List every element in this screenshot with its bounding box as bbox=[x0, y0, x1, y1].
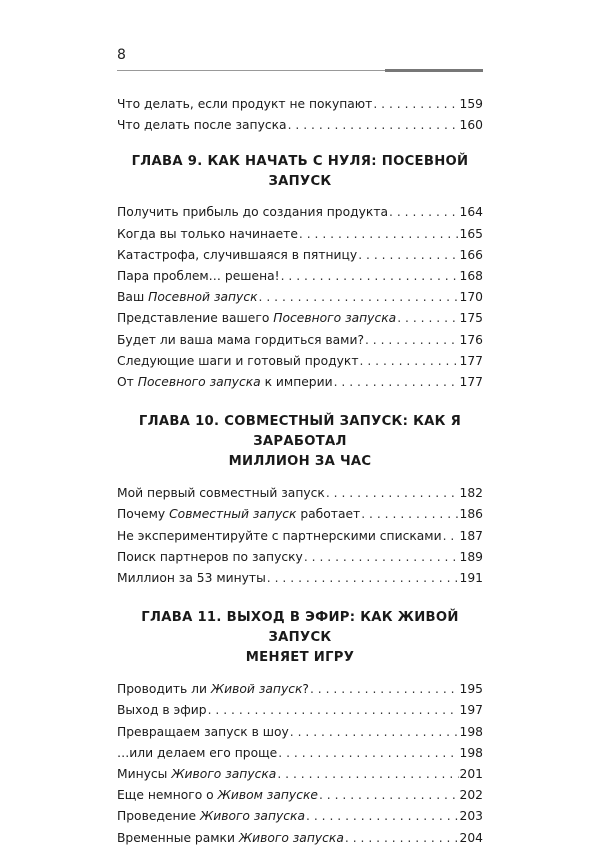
toc-entry-title bbox=[117, 743, 277, 764]
toc-entry bbox=[117, 764, 483, 785]
toc-entry bbox=[117, 568, 483, 589]
dot-leader bbox=[345, 828, 459, 849]
toc-entry-title bbox=[117, 266, 280, 287]
toc-entry-title-text: к империи bbox=[260, 375, 333, 390]
toc-entry bbox=[117, 679, 483, 700]
dot-leader bbox=[326, 483, 459, 504]
toc-entry bbox=[117, 202, 483, 223]
toc-entry-page: 177 bbox=[459, 353, 483, 368]
toc-entry-title-text: От bbox=[117, 375, 138, 390]
toc-entry-title-text: Почему bbox=[117, 507, 170, 522]
toc-entry-page: 159 bbox=[459, 97, 483, 111]
dot-leader bbox=[306, 806, 459, 827]
toc-entry-title-text: Проводить ли bbox=[117, 682, 211, 697]
toc-entry-title-italic: Совместный запуск bbox=[169, 507, 297, 522]
toc-entry-title bbox=[117, 722, 289, 743]
toc-entry bbox=[117, 743, 483, 764]
toc-entry bbox=[117, 94, 483, 115]
toc-entry-page: 182 bbox=[459, 486, 483, 501]
toc-entry-title-text: …или делаем его проще bbox=[117, 745, 278, 760]
toc-entry-title-italic: Живого запуска bbox=[171, 767, 277, 782]
toc-entry-title-text: Мой первый совместный запуск bbox=[117, 486, 325, 501]
toc-entry-title bbox=[117, 785, 318, 806]
toc-entry bbox=[117, 785, 483, 806]
toc-entry-page: 170 bbox=[459, 290, 483, 305]
toc-entry-page: 204 bbox=[459, 830, 483, 845]
dot-leader bbox=[267, 568, 459, 589]
toc-entry-title bbox=[117, 224, 298, 245]
toc-entry-page: 191 bbox=[459, 571, 483, 586]
toc-entry-title-italic: Живом запуске bbox=[217, 788, 318, 803]
dot-leader bbox=[290, 722, 459, 743]
dot-leader bbox=[358, 245, 458, 266]
toc-entry bbox=[117, 372, 483, 393]
toc-entry-title bbox=[117, 308, 396, 329]
toc-entry-title bbox=[117, 245, 357, 266]
dot-leader bbox=[397, 308, 458, 329]
toc-entry-title-text: Превращаем запуск в шоу bbox=[117, 724, 289, 739]
toc-entry-title bbox=[117, 700, 207, 721]
chapter-heading bbox=[117, 152, 483, 192]
toc-entry bbox=[117, 287, 483, 308]
toc-entry-title-text: Поиск партнеров по запуску bbox=[117, 549, 303, 564]
dot-leader bbox=[208, 700, 459, 721]
toc-entry-title bbox=[117, 351, 359, 372]
page-number: 8 bbox=[117, 47, 126, 63]
toc-entry-page: 197 bbox=[459, 703, 483, 718]
toc-entry-title-italic: Живого запуска bbox=[199, 809, 305, 824]
toc-entry-title-italic: Живой запуск bbox=[210, 682, 303, 697]
toc-entry bbox=[117, 526, 483, 547]
toc-entry-title-italic: Посевного запуска bbox=[273, 311, 397, 326]
chapter-heading-line: МИЛЛИОН ЗА ЧАС bbox=[228, 454, 372, 470]
toc-entry-title bbox=[117, 828, 344, 849]
toc-entry-page: 177 bbox=[459, 375, 483, 390]
dot-leader bbox=[304, 547, 459, 568]
toc-entry bbox=[117, 308, 483, 329]
toc-entry-title bbox=[117, 504, 360, 525]
toc-entry-title bbox=[117, 115, 287, 136]
toc-entry-page: 195 bbox=[459, 682, 483, 697]
toc-entry-title bbox=[117, 372, 333, 393]
toc-entry bbox=[117, 351, 483, 372]
chapter-heading-line: МЕНЯЕТ ИГРУ bbox=[245, 650, 355, 666]
toc-entry-page: 165 bbox=[459, 226, 483, 241]
toc-entry-title-text: Представление вашего bbox=[117, 311, 274, 326]
chapter-heading bbox=[117, 608, 483, 668]
toc-entry bbox=[117, 806, 483, 827]
toc-entry-page: 189 bbox=[459, 549, 483, 564]
toc-entry-title-text: Проведение bbox=[117, 809, 200, 824]
toc-entry bbox=[117, 245, 483, 266]
toc-entry-page: 186 bbox=[459, 507, 483, 522]
toc-entry-page: 198 bbox=[459, 724, 483, 739]
toc-entry bbox=[117, 266, 483, 287]
toc-entry-title bbox=[117, 287, 258, 308]
chapter-heading-line: ГЛАВА 10. СОВМЕСТНЫЙ ЗАПУСК: КАК Я ЗАРАБОТАЛ bbox=[138, 414, 462, 450]
toc-entry bbox=[117, 224, 483, 245]
toc-entry bbox=[117, 504, 483, 525]
toc-entry-title-text: Еще немного о bbox=[117, 788, 218, 803]
chapter-heading-line: ГЛАВА 9. КАК НАЧАТЬ С НУЛЯ: ПОСЕВНОЙ ЗАПУСК bbox=[131, 154, 469, 190]
toc-entry-title bbox=[117, 526, 442, 547]
dot-leader bbox=[334, 372, 459, 393]
toc-entry-title-italic: Посевной запуск bbox=[148, 290, 258, 305]
toc-entry-title-text: Катастрофа, случившаяся в пятницу bbox=[117, 247, 358, 262]
toc-entry-page: 175 bbox=[459, 311, 483, 326]
toc-entry-title bbox=[117, 568, 266, 589]
toc-entry-title-text: Следующие шаги и готовый продукт bbox=[117, 353, 359, 368]
toc-entry-page: 201 bbox=[459, 767, 483, 782]
toc-entry-title-text: Выход в эфир bbox=[117, 703, 207, 718]
toc-entry-title-italic: Живого запуска bbox=[238, 830, 344, 845]
toc-entry-title-text: ? bbox=[302, 682, 309, 697]
toc-entry-page: 160 bbox=[459, 118, 483, 133]
toc-entry-title bbox=[117, 806, 305, 827]
toc-entry-title-italic: Посевного запуска bbox=[137, 375, 261, 390]
header-rule-accent bbox=[385, 69, 483, 72]
toc-entry-title-text: Не экспериментируйте с партнерскими списками bbox=[117, 528, 442, 543]
dot-leader bbox=[299, 224, 459, 245]
toc-entry-title-text: Когда вы только начинаете bbox=[117, 226, 298, 241]
dot-leader bbox=[288, 115, 459, 136]
dot-leader bbox=[319, 785, 459, 806]
dot-leader bbox=[281, 266, 459, 287]
toc-entry-page: 202 bbox=[459, 788, 483, 803]
chapter-heading-line: ГЛАВА 11. ВЫХОД В ЭФИР: КАК ЖИВОЙ ЗАПУСК bbox=[141, 610, 459, 646]
toc-entry bbox=[117, 483, 483, 504]
dot-leader bbox=[277, 764, 458, 785]
toc-entry-title-text: Получить прибыль до создания продукта bbox=[117, 205, 389, 220]
toc-entry-title-text: Ваш bbox=[117, 290, 149, 305]
dot-leader bbox=[361, 504, 458, 525]
toc-entry-title-text: Что делать после запуска bbox=[117, 118, 287, 133]
dot-leader bbox=[443, 526, 459, 547]
dot-leader bbox=[278, 743, 458, 764]
toc-entry bbox=[117, 115, 483, 136]
toc-entry-page: 198 bbox=[459, 745, 483, 760]
dot-leader bbox=[389, 202, 458, 223]
toc-entry-title-text: Миллион за 53 минуты bbox=[117, 571, 266, 586]
dot-leader bbox=[365, 330, 459, 351]
dot-leader bbox=[310, 679, 459, 700]
toc-entry-title bbox=[117, 330, 364, 351]
table-of-contents bbox=[117, 94, 483, 849]
toc-entry-title-text: работает bbox=[296, 507, 361, 522]
toc-entry-page: 187 bbox=[459, 528, 483, 543]
toc-entry-title bbox=[117, 483, 325, 504]
toc-entry-page: 168 bbox=[459, 269, 483, 284]
toc-entry bbox=[117, 700, 483, 721]
toc-entry bbox=[117, 828, 483, 849]
toc-entry-page: 166 bbox=[459, 247, 483, 262]
toc-entry bbox=[117, 330, 483, 351]
toc-entry-title-text: Что делать, если продукт не покупают bbox=[117, 97, 373, 111]
toc-entry-title-text: Минусы bbox=[117, 767, 172, 782]
toc-entry bbox=[117, 722, 483, 743]
toc-entry-title bbox=[117, 94, 372, 115]
toc-entry-page: 176 bbox=[459, 332, 483, 347]
toc-entry-title-text: Будет ли ваша мама гордиться вами? bbox=[117, 332, 364, 347]
toc-entry-title-text: Временные рамки bbox=[117, 830, 239, 845]
dot-leader bbox=[259, 287, 459, 308]
toc-entry-title bbox=[117, 679, 309, 700]
dot-leader bbox=[373, 94, 458, 115]
toc-entry bbox=[117, 547, 483, 568]
dot-leader bbox=[360, 351, 459, 372]
toc-entry-page: 203 bbox=[459, 809, 483, 824]
toc-entry-title bbox=[117, 764, 276, 785]
toc-entry-title-text: Пара проблем… решена! bbox=[117, 269, 280, 284]
toc-entry-title bbox=[117, 547, 303, 568]
toc-entry-title bbox=[117, 202, 388, 223]
chapter-heading bbox=[117, 412, 483, 472]
toc-entry-page: 164 bbox=[459, 205, 483, 220]
